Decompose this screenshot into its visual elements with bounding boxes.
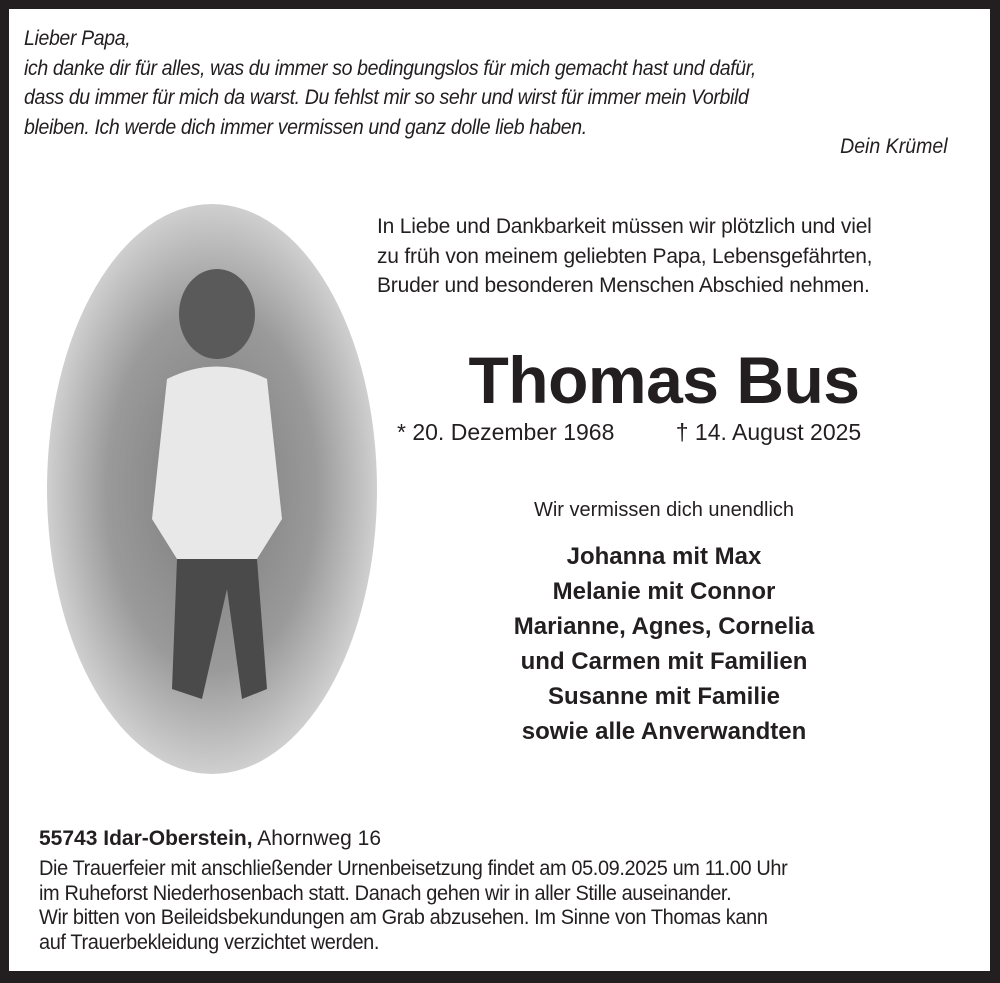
address xyxy=(39,827,381,851)
announcement-line: In Liebe und Dankbarkeit müssen wir plötzlich und viel xyxy=(377,215,872,238)
life-dates xyxy=(397,419,861,446)
mourner-line: und Carmen mit Familien xyxy=(520,648,808,675)
funeral-details xyxy=(39,857,787,955)
message-line: ich danke dir für alles, was du immer so bedingungslos für mich gemacht hast und dafür, xyxy=(24,56,756,80)
mourners-list xyxy=(379,539,949,749)
announcement-line: zu früh von meinem geliebten Papa, Lebensgefährten, xyxy=(377,244,873,268)
address-city: 55743 Idar-Oberstein, xyxy=(39,827,253,850)
address-street: Ahornweg 16 xyxy=(252,827,382,850)
death-date: † 14. August 2025 xyxy=(675,419,862,445)
mourner-line: Marianne, Agnes, Cornelia xyxy=(513,613,815,640)
deceased-name: Thomas Bus xyxy=(468,343,860,417)
mourner-line: sowie alle Anverwandten xyxy=(521,718,807,745)
birth-date: * 20. Dezember 1968 xyxy=(397,419,615,445)
message-line: Lieber Papa, xyxy=(24,27,131,50)
details-line: Die Trauerfeier mit anschließender Urnenbeisetzung findet am 05.09.2025 um 11.00 Uhr xyxy=(39,857,788,880)
person-silhouette-icon xyxy=(147,259,287,719)
mourner-line: Susanne mit Familie xyxy=(547,683,781,710)
obituary-notice xyxy=(9,9,990,971)
mourner-line: Melanie mit Connor xyxy=(552,578,776,605)
personal-message xyxy=(24,24,889,142)
portrait-photo xyxy=(47,204,377,774)
mourners-intro: Wir vermissen dich unendlich xyxy=(533,499,795,521)
announcement-line: Bruder und besonderen Menschen Abschied nehmen. xyxy=(377,274,870,297)
announcement-text xyxy=(377,212,872,301)
details-line: im Ruheforst Niederhosenbach statt. Danach gehen wir in aller Stille auseinander. xyxy=(39,881,732,905)
message-line: bleiben. Ich werde dich immer vermissen und ganz dolle lieb haben. xyxy=(24,115,587,139)
message-line: dass du immer für mich da warst. Du fehlst mir so sehr und wirst für immer mein Vorbild xyxy=(24,86,749,109)
details-line: auf Trauerbekleidung verzichtet werden. xyxy=(39,930,380,954)
message-signature: Dein Krümel xyxy=(840,135,948,158)
details-line: Wir bitten von Beileidsbekundungen am Grab abzusehen. Im Sinne von Thomas kann xyxy=(39,906,768,929)
mourner-line: Johanna mit Max xyxy=(566,543,762,570)
